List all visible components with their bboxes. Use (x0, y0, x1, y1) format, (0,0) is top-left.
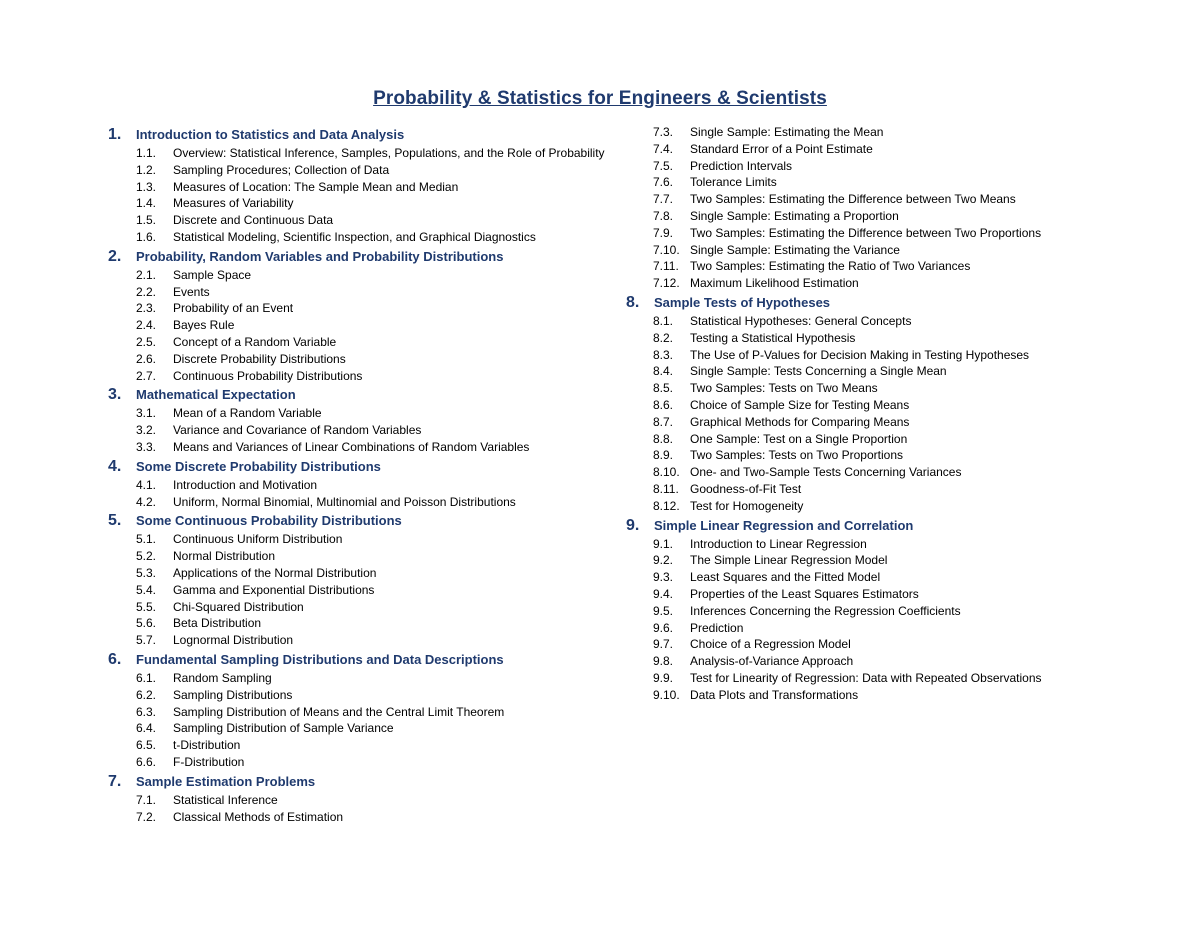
chapter (108, 773, 618, 826)
section-item (108, 632, 618, 649)
section-item (108, 565, 618, 582)
chapter (108, 126, 618, 246)
section-item (108, 195, 618, 212)
section-item (626, 498, 1146, 515)
section-title: Prediction (690, 620, 744, 635)
section-number: 6.1. (136, 670, 157, 685)
section-title: Standard Error of a Point Estimate (690, 141, 873, 156)
section-number: 5.2. (136, 549, 157, 564)
section-number: 7.8. (653, 208, 674, 223)
section-title: Inferences Concerning the Regression Coefficients (690, 603, 961, 618)
section-title: Means and Variances of Linear Combinations of Random Variables (173, 439, 530, 454)
section-title: Introduction and Motivation (173, 477, 318, 492)
chapter (108, 248, 618, 385)
chapter-heading (626, 294, 1146, 313)
chapter-number: 3. (108, 386, 122, 404)
section-title: Two Samples: Tests on Two Proportions (690, 448, 903, 463)
section-title: Sample Space (173, 267, 252, 282)
chapter-number: 4. (108, 457, 122, 475)
section-title: F-Distribution (173, 754, 245, 769)
section-number: 8.7. (653, 414, 674, 429)
section-number: 8.4. (653, 364, 674, 379)
left-column (108, 124, 618, 825)
section-number: 6.6. (136, 754, 157, 769)
section-number: 2.1. (136, 267, 157, 282)
section-item (626, 158, 1146, 175)
section-number: 6.2. (136, 687, 157, 702)
section-title: Test for Linearity of Regression: Data with Repeated Observations (690, 670, 1042, 685)
section-number: 9.9. (653, 670, 674, 685)
section-item (626, 174, 1146, 191)
section-title: Choice of Sample Size for Testing Means (690, 397, 910, 412)
chapter-heading (626, 517, 1146, 536)
section-item (626, 397, 1146, 414)
section-item (108, 531, 618, 548)
section-number: 4.2. (136, 494, 157, 509)
section-number: 5.5. (136, 599, 157, 614)
section-title: Measures of Location: The Sample Mean and Median (173, 179, 459, 194)
section-item (108, 439, 618, 456)
section-number: 7.9. (653, 225, 674, 240)
section-number: 7.4. (653, 141, 674, 156)
section-number: 8.3. (653, 347, 674, 362)
section-title: t-Distribution (173, 738, 241, 753)
section-number: 2.7. (136, 368, 157, 383)
section-title: Concept of a Random Variable (173, 334, 337, 349)
section-item (626, 569, 1146, 586)
section-item (108, 477, 618, 494)
chapter-title: Probability, Random Variables and Probability Distributions (136, 248, 504, 264)
chapter-title: Sample Estimation Problems (136, 773, 316, 789)
section-item (626, 124, 1146, 141)
section-item (108, 792, 618, 809)
section-number: 7.10. (653, 242, 680, 257)
section-number: 6.4. (136, 721, 157, 736)
section-title: Beta Distribution (173, 616, 262, 631)
section-title: Sampling Distribution of Means and the Central Limit Theorem (173, 704, 505, 719)
section-number: 1.6. (136, 229, 157, 244)
chapter-number: 5. (108, 512, 122, 530)
section-title: Single Sample: Tests Concerning a Single Mean (690, 364, 947, 379)
section-item (108, 720, 618, 737)
chapter-title: Sample Tests of Hypotheses (654, 294, 831, 310)
section-title: Single Sample: Estimating the Variance (690, 242, 900, 257)
section-number: 7.5. (653, 158, 674, 173)
section-title: Sampling Distributions (173, 687, 293, 702)
section-item (626, 586, 1146, 603)
section-number: 1.5. (136, 213, 157, 228)
section-title: The Use of P-Values for Decision Making in Testing Hypotheses (690, 347, 1030, 362)
section-item (108, 179, 618, 196)
right-column (626, 122, 1146, 704)
chapter (626, 294, 1146, 515)
chapter-number: 9. (626, 516, 640, 534)
section-item (108, 494, 618, 511)
section-title: Uniform, Normal Binomial, Multinomial and Poisson Distributions (173, 494, 516, 509)
section-item (108, 317, 618, 334)
section-title: Statistical Modeling, Scientific Inspection, and Graphical Diagnostics (173, 229, 536, 244)
section-item (108, 267, 618, 284)
section-number: 7.3. (653, 125, 674, 139)
chapter (108, 651, 618, 771)
chapter-title: Fundamental Sampling Distributions and Data Descriptions (136, 651, 504, 667)
section-item (626, 242, 1146, 259)
chapter (108, 458, 618, 511)
chapter-number: 8. (626, 293, 640, 311)
section-number: 6.3. (136, 704, 157, 719)
section-title: Data Plots and Transformations (690, 687, 859, 702)
section-item (626, 687, 1146, 704)
section-number: 8.8. (653, 431, 674, 446)
section-number: 5.7. (136, 633, 157, 648)
section-title: Single Sample: Estimating a Proportion (690, 208, 899, 223)
section-item (108, 737, 618, 754)
section-number: 4.1. (136, 477, 157, 492)
section-title: Two Samples: Estimating the Difference between Two Proportions (690, 225, 1042, 240)
section-title: Tolerance Limits (690, 175, 777, 190)
chapter-title: Some Continuous Probability Distributions (136, 513, 402, 529)
section-title: Statistical Hypotheses: General Concepts (690, 313, 912, 328)
section-title: Maximum Likelihood Estimation (690, 276, 859, 291)
page-title: Probability & Statistics for Engineers & Scientists (373, 88, 827, 109)
section-item (626, 380, 1146, 397)
section-title: Two Samples: Estimating the Ratio of Two Variances (690, 259, 971, 274)
section-item (108, 599, 618, 616)
chapter-heading (108, 773, 618, 792)
section-item (626, 536, 1146, 553)
section-item (626, 258, 1146, 275)
section-number: 6.5. (136, 738, 157, 753)
chapter-title: Introduction to Statistics and Data Analysis (136, 127, 405, 142)
section-item (108, 754, 618, 771)
section-item (108, 334, 618, 351)
section-number: 1.3. (136, 179, 157, 194)
section-item (626, 330, 1146, 347)
section-number: 9.6. (653, 620, 674, 635)
chapter (108, 386, 618, 455)
section-item (626, 275, 1146, 292)
section-number: 9.4. (653, 586, 674, 601)
section-title: Normal Distribution (173, 549, 276, 564)
section-item (108, 670, 618, 687)
chapter-heading (108, 248, 618, 267)
section-title: One Sample: Test on a Single Proportion (690, 431, 908, 446)
section-number: 8.12. (653, 498, 680, 513)
section-number: 2.5. (136, 334, 157, 349)
section-number: 9.7. (653, 637, 674, 652)
section-item (626, 141, 1146, 158)
section-item (108, 687, 618, 704)
section-title: Two Samples: Tests on Two Means (690, 381, 878, 396)
section-item (108, 582, 618, 599)
section-title: Introduction to Linear Regression (690, 536, 867, 551)
chapter (108, 512, 618, 649)
chapter-heading (108, 651, 618, 670)
section-item (108, 368, 618, 385)
section-item (626, 431, 1146, 448)
chapter-title: Some Discrete Probability Distributions (136, 458, 381, 474)
section-number: 3.2. (136, 423, 157, 438)
section-item (626, 191, 1146, 208)
section-item (108, 284, 618, 301)
section-title: Chi-Squared Distribution (173, 599, 304, 614)
section-number: 5.4. (136, 582, 157, 597)
section-number: 1.1. (136, 146, 157, 160)
section-number: 3.3. (136, 439, 157, 454)
chapter (626, 517, 1146, 704)
section-item (626, 481, 1146, 498)
section-title: Choice of a Regression Model (690, 637, 851, 652)
section-title: Gamma and Exponential Distributions (173, 582, 375, 597)
section-number: 8.6. (653, 397, 674, 412)
section-title: The Simple Linear Regression Model (690, 553, 888, 568)
section-title: Continuous Uniform Distribution (173, 532, 343, 547)
section-item (626, 447, 1146, 464)
section-item (626, 670, 1146, 687)
section-title: Lognormal Distribution (173, 633, 294, 648)
section-number: 5.3. (136, 565, 157, 580)
chapter-number: 2. (108, 247, 122, 265)
section-title: Single Sample: Estimating the Mean (690, 125, 884, 139)
section-title: Continuous Probability Distributions (173, 368, 363, 383)
section-title: Statistical Inference (173, 792, 278, 807)
section-item (108, 229, 618, 246)
chapter-title: Simple Linear Regression and Correlation (654, 517, 914, 533)
section-title: Properties of the Least Squares Estimators (690, 586, 919, 601)
section-number: 7.12. (653, 276, 680, 291)
section-number: 8.1. (653, 313, 674, 328)
section-number: 2.4. (136, 318, 157, 333)
section-item (626, 620, 1146, 637)
section-title: Overview: Statistical Inference, Samples, Populations, and the Role of Probability (173, 146, 605, 160)
section-number: 2.2. (136, 284, 157, 299)
section-item (108, 615, 618, 632)
section-item (626, 208, 1146, 225)
section-title: Mean of a Random Variable (173, 406, 322, 421)
chapter (626, 124, 1146, 292)
section-title: Goodness-of-Fit Test (690, 481, 802, 496)
section-number: 7.7. (653, 192, 674, 207)
section-item (108, 162, 618, 179)
section-item (108, 145, 618, 162)
section-item (108, 351, 618, 368)
section-title: Random Sampling (173, 670, 272, 685)
section-number: 2.6. (136, 351, 157, 366)
section-title: Sampling Distribution of Sample Variance (173, 721, 394, 736)
section-number: 9.2. (653, 553, 674, 568)
section-item (108, 212, 618, 229)
section-item (626, 225, 1146, 242)
section-number: 8.11. (653, 481, 679, 496)
section-title: Discrete and Continuous Data (173, 213, 334, 228)
chapter-heading (108, 126, 618, 145)
section-title: Graphical Methods for Comparing Means (690, 414, 910, 429)
section-title: Bayes Rule (173, 318, 235, 333)
section-number: 2.3. (136, 301, 157, 316)
section-number: 7.1. (136, 792, 157, 807)
section-item (626, 347, 1146, 364)
section-item (108, 809, 618, 826)
section-title: Least Squares and the Fitted Model (690, 570, 881, 585)
section-item (108, 704, 618, 721)
section-title: Applications of the Normal Distribution (173, 565, 377, 580)
section-item (108, 300, 618, 317)
section-title: Events (173, 284, 210, 299)
section-item (108, 548, 618, 565)
section-item (108, 405, 618, 422)
chapter-heading (108, 386, 618, 405)
section-number: 8.5. (653, 381, 674, 396)
section-number: 1.4. (136, 196, 157, 211)
chapter-title: Mathematical Expectation (136, 387, 296, 403)
section-number: 5.6. (136, 616, 157, 631)
section-item (626, 313, 1146, 330)
section-item (626, 414, 1146, 431)
section-title: Testing a Statistical Hypothesis (690, 330, 856, 345)
section-number: 8.2. (653, 330, 674, 345)
section-number: 9.5. (653, 603, 674, 618)
section-number: 1.2. (136, 162, 157, 177)
chapter-number: 6. (108, 650, 122, 668)
section-number: 5.1. (136, 532, 157, 547)
chapter-heading (108, 458, 618, 477)
section-number: 9.8. (653, 654, 674, 669)
chapter-number: 7. (108, 772, 122, 790)
section-number: 9.3. (653, 570, 674, 585)
section-number: 8.9. (653, 448, 674, 463)
chapter-number: 1. (108, 126, 122, 143)
section-item (626, 603, 1146, 620)
section-title: Discrete Probability Distributions (173, 351, 346, 366)
section-number: 9.1. (653, 536, 674, 551)
section-title: Test for Homogeneity (690, 498, 804, 513)
section-item (626, 464, 1146, 481)
section-title: Classical Methods of Estimation (173, 809, 344, 824)
section-title: Measures of Variability (173, 196, 294, 211)
section-title: One- and Two-Sample Tests Concerning Variances (690, 465, 962, 480)
section-number: 7.11. (653, 259, 679, 274)
section-title: Prediction Intervals (690, 158, 793, 173)
section-item (626, 363, 1146, 380)
section-number: 7.6. (653, 175, 674, 190)
section-item (626, 653, 1146, 670)
section-title: Probability of an Event (173, 301, 294, 316)
section-number: 3.1. (136, 406, 157, 421)
section-title: Two Samples: Estimating the Difference between Two Means (690, 192, 1016, 207)
section-number: 7.2. (136, 809, 157, 824)
section-item (108, 422, 618, 439)
section-title: Sampling Procedures; Collection of Data (173, 162, 390, 177)
section-number: 9.10. (653, 687, 680, 702)
section-number: 8.10. (653, 465, 680, 480)
section-title: Analysis-of-Variance Approach (690, 654, 854, 669)
section-item (626, 636, 1146, 653)
section-title: Variance and Covariance of Random Variables (173, 423, 422, 438)
chapter-heading (108, 512, 618, 531)
section-item (626, 552, 1146, 569)
